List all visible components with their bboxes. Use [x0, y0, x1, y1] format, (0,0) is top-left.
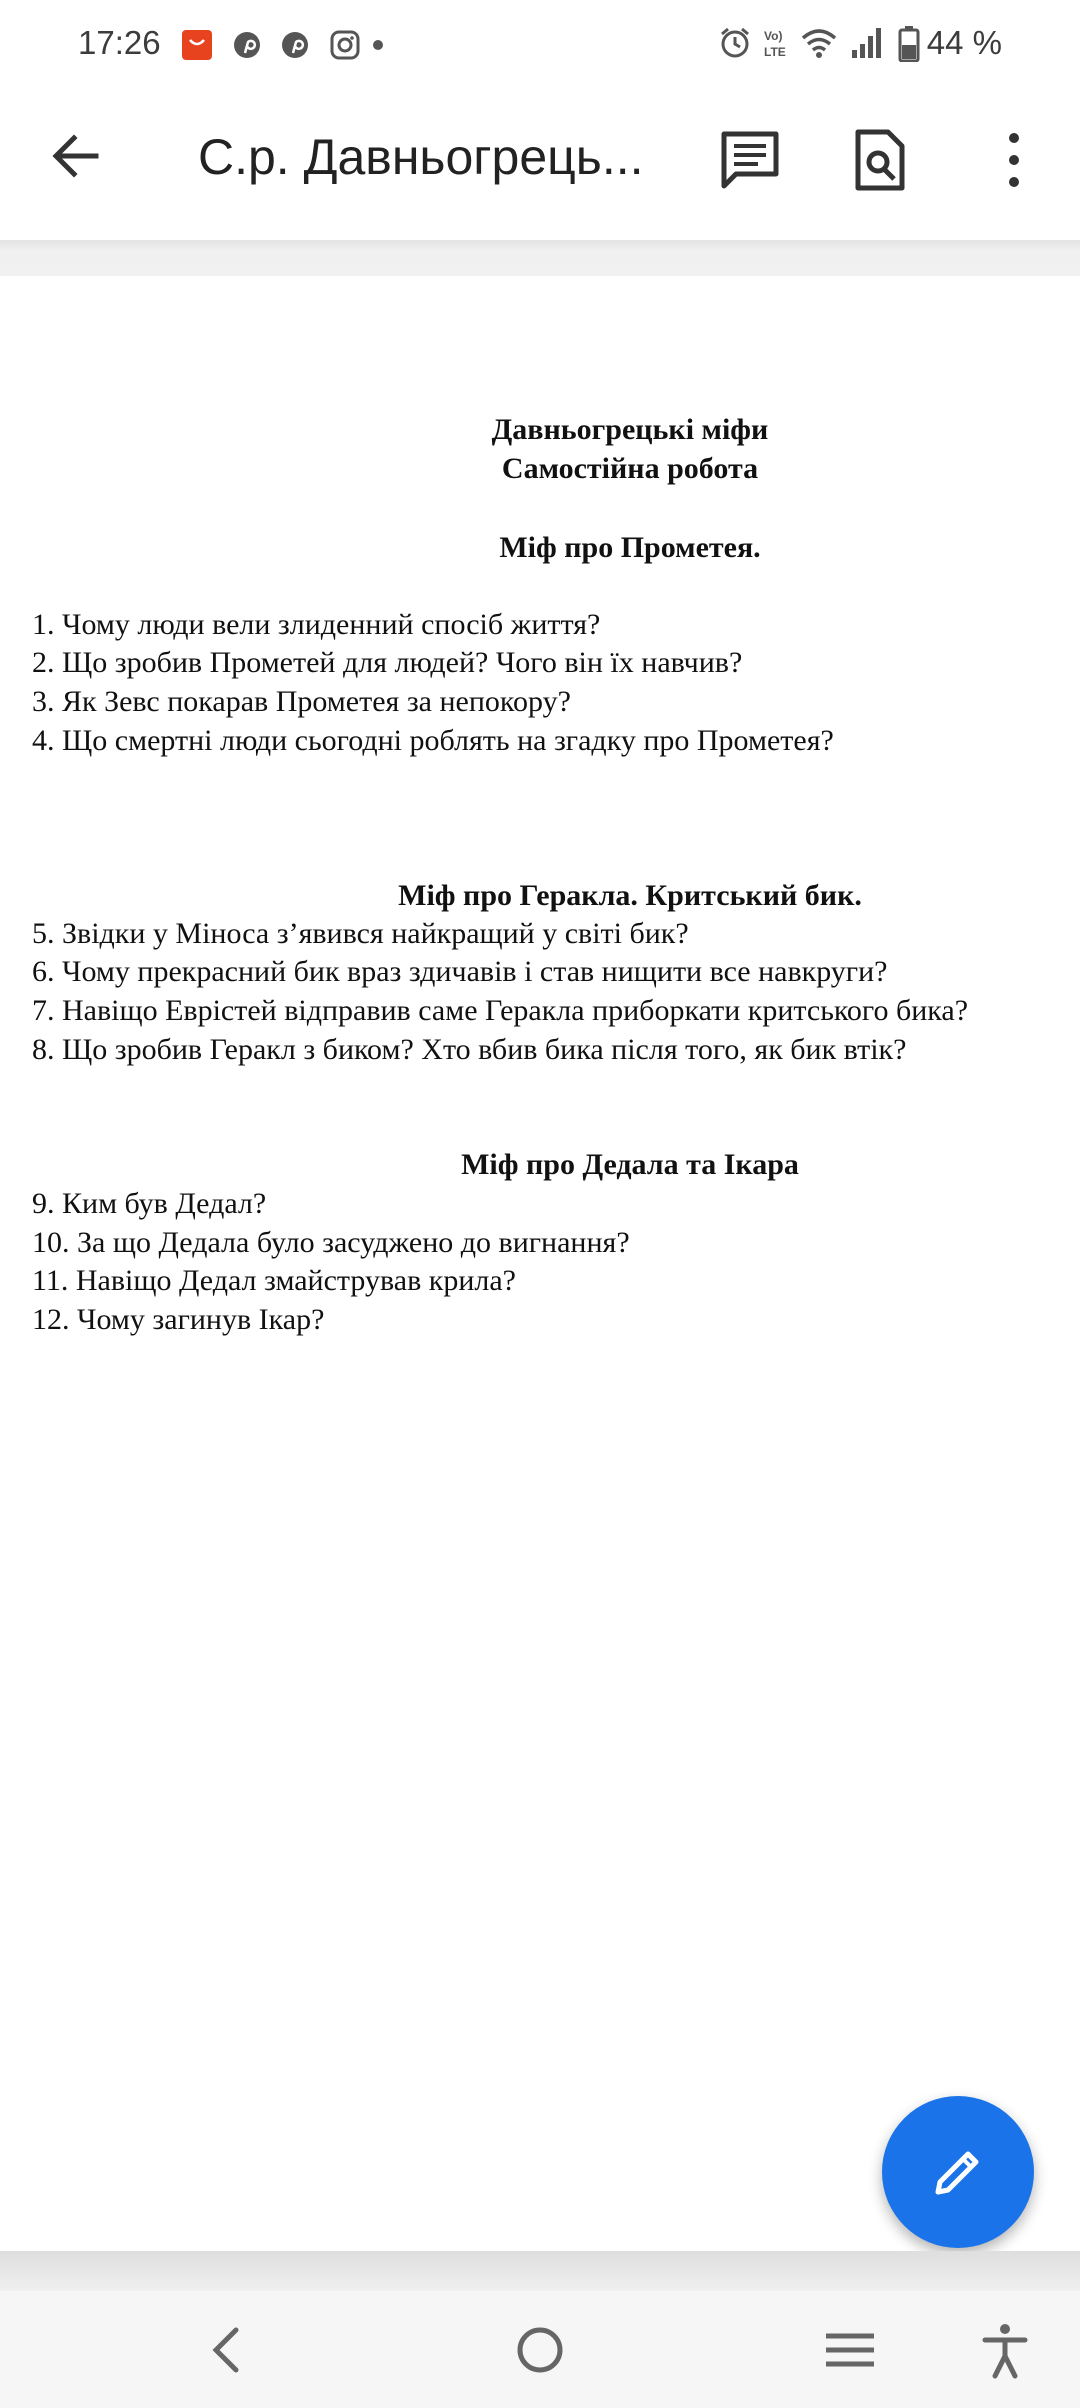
appbar-divider: [0, 240, 1080, 276]
signal-icon: [850, 26, 886, 60]
edit-pencil-icon: [928, 2142, 988, 2202]
alarm-icon: [718, 26, 752, 60]
question: 1. Чому люди вели злиденний спосіб життя?: [32, 608, 601, 641]
question: 6. Чому прекрасний бик враз здичавів і став нищити все навкруги?: [32, 955, 888, 988]
battery-percent: 44 %: [926, 24, 1002, 61]
section-title: Міф про Прометея.: [499, 531, 761, 564]
pinterest-icon: [280, 30, 310, 60]
battery-icon: [898, 26, 920, 62]
section-title: Міф про Геракла. Критський бик.: [398, 879, 862, 912]
question: 7. Навіщо Еврістей відправив саме Геракла приборкати критського бика?: [32, 994, 969, 1027]
nav-recents-icon[interactable]: [820, 2320, 880, 2380]
find-in-page-icon[interactable]: [848, 128, 912, 192]
wifi-icon: [800, 26, 838, 60]
nav-back-icon[interactable]: [198, 2320, 258, 2380]
question: 11. Навіщо Дедал змайстрував крила?: [32, 1264, 516, 1297]
question: 9. Ким був Дедал?: [32, 1187, 267, 1220]
dot-icon: [370, 30, 400, 60]
svg-text:LTE: LTE: [764, 45, 786, 59]
edit-fab-button[interactable]: [882, 2096, 1034, 2248]
comment-icon[interactable]: [718, 128, 782, 192]
status-time: 17:26: [78, 24, 161, 61]
volte-icon: [762, 26, 796, 60]
document-title[interactable]: С.р. Давньогрець...: [198, 129, 644, 185]
back-arrow-icon[interactable]: [44, 124, 108, 188]
question: 2. Що зробив Прометей для людей? Чого він їх навчив?: [32, 646, 743, 679]
page-bottom-divider: [0, 2251, 1080, 2291]
question: 8. Що зробив Геракл з биком? Хто вбив бика після того, як бик втік?: [32, 1033, 907, 1066]
aliexpress-icon: [182, 30, 212, 60]
nav-home-icon[interactable]: [510, 2320, 570, 2380]
pinterest-icon: [232, 30, 262, 60]
question: 5. Звідки у Міноса з’явився найкращий у світі бик?: [32, 917, 689, 950]
status-bar: [0, 0, 1080, 90]
svg-text:Vo): Vo): [764, 29, 783, 43]
document-heading: Давньогрецькі міфи: [491, 413, 769, 446]
question: 10. За що Дедала було засуджено до вигнання?: [32, 1226, 630, 1259]
question: 4. Що смертні люди сьогодні роблять на згадку про Прометея?: [32, 724, 834, 757]
document-subheading: Самостійна робота: [501, 452, 759, 485]
question: 12. Чому загинув Ікар?: [32, 1303, 325, 1336]
accessibility-icon[interactable]: [975, 2320, 1035, 2380]
instagram-icon: [330, 30, 360, 60]
more-vert-icon[interactable]: [982, 128, 1046, 192]
section-title: Міф про Дедала та Ікара: [461, 1148, 799, 1181]
question: 3. Як Зевс покарав Прометея за непокору?: [32, 685, 571, 718]
